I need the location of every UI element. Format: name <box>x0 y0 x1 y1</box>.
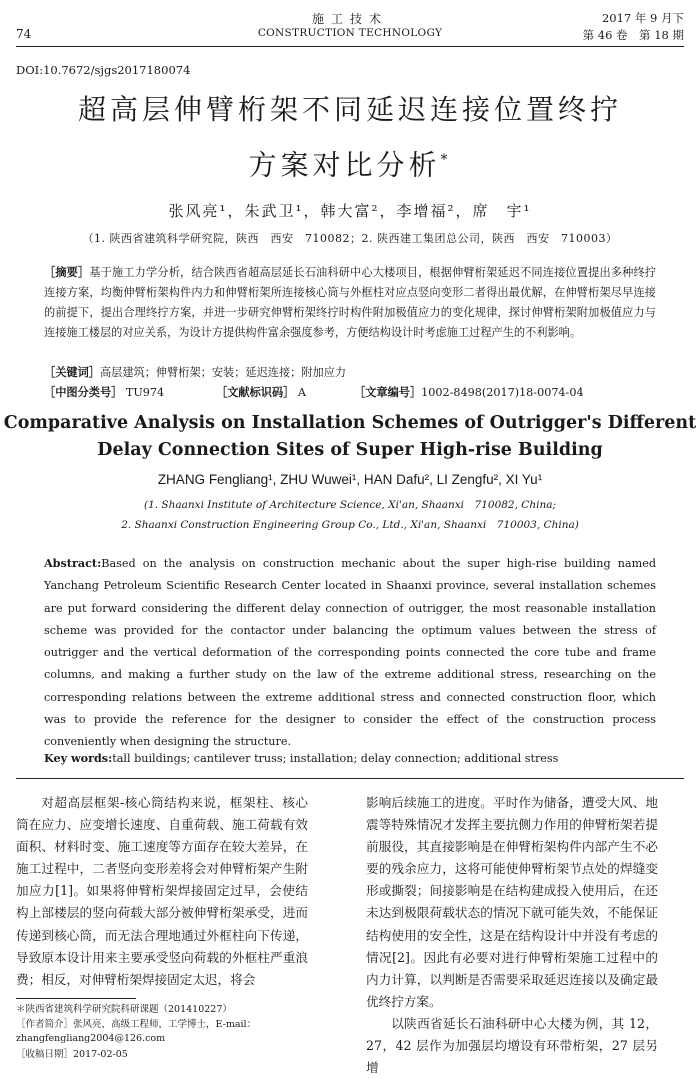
page-number: 74 <box>16 27 32 41</box>
footnote-author-text: 张风亮，高级工程师，工学博士，E-mail：zhangfengliang2004@126.com <box>16 1019 257 1044</box>
footnote-rule <box>16 998 136 999</box>
abstract-en <box>44 552 656 754</box>
class-value: TU974 <box>125 386 165 399</box>
affiliations-cn: （1. 陕西省建筑科学研究院，陕西 西安 710082；2. 陕西建工集团总公司，陕西 西安 710003） <box>82 232 618 245</box>
body-right-paragraph-1: 影响后续施工的进度。平时作为储备，遭受大风、地震等特殊情况才发挥主要抗侧力作用的伸臂桁架若提前服役，其直接影响是在伸臂桁架构件内部产生不必要的残余应力，这将可能使伸臂桁架节点处的焊缝变形或撕裂；间接影响是在结构建成投入使用后，在还未达到极限荷载状态的情况下就可能失效，不能保证结构使用的安全性，这是在结构设计中并没有考虑的情况[2]。因此有必要对进行伸臂桁架施工过程中的内力计算，以判断是否需要采取延迟连接以及确定最优终拧方案。 <box>366 795 658 1009</box>
authors-cn: 张风亮¹，朱武卫¹，韩大富²，李增福²，席 宇¹ <box>168 202 532 220</box>
abstract-cn-label: ［摘要］ <box>44 265 90 279</box>
affiliation-en-2: 2. Shaanxi Construction Engineering Group Co., Ltd., Xi'an, Shaanxi 710003, China) <box>121 519 579 531</box>
title-cn-line1: 超高层伸臂桁架不同延迟连接位置终拧 <box>77 93 622 126</box>
title-en-line1: Comparative Analysis on Installation Schemes of Outrigger's Different <box>3 413 697 433</box>
volume-issue: 第 46 卷 第 18 期 <box>582 28 684 42</box>
footnote-received-label: ［收稿日期］ <box>16 1049 74 1060</box>
keywords-en <box>44 751 656 765</box>
keywords-cn-label: ［关键词］ <box>44 365 100 379</box>
abstract-en-text: Based on the analysis on construction mechanic about the super high-rise building named Yanchang Petroleum Scientific Research Center located in Shaanxi province, several installation schemes are put forward considering the different delay connection of outrigger, the most reasonable installation scheme was provided for the contactor under balancing the optimum values between the stress of outrigger and the vertical deformation of the corresponding points connected the core tube and frame columns, and making a further study on the law of the extreme additional stress, researching on the corresponding relations between the extreme additional stress and connected construction floor, which was to provide the reference for the designer to consider the effect of the construction process conveniently when designing the structure. <box>44 557 656 749</box>
abstract-en-label: Abstract: <box>44 556 102 570</box>
article-label: ［文章编号］ <box>354 385 422 399</box>
abstract-cn <box>44 262 656 343</box>
article-value: 1002-8498(2017)18-0074-04 <box>421 386 584 399</box>
body-column-left <box>16 792 308 991</box>
article-number <box>354 384 584 400</box>
title-cn-line2-text: 方案对比分析 <box>248 148 441 182</box>
header-rule <box>16 46 684 47</box>
title-cn <box>0 88 700 187</box>
footnote-received <box>16 1048 308 1062</box>
document-code <box>216 384 306 400</box>
affiliation-en-1: (1. Shaanxi Institute of Architecture Science, Xi'an, Shaanxi 710082, China; <box>143 499 557 511</box>
keywords-cn <box>44 364 656 380</box>
footnote-received-date: 2017-02-05 <box>73 1049 128 1060</box>
journal-title-cn: 施工技术 <box>311 12 388 26</box>
abstract-divider <box>16 778 684 779</box>
authors-en: ZHANG Fengliang¹, ZHU Wuwei¹, HAN Dafu², LI Zengfu², XI Yu¹ <box>157 472 543 487</box>
title-en-line2: Delay Connection Sites of Super High-rise Building <box>97 440 603 460</box>
body-column-right <box>366 792 658 1079</box>
issue-date: 2017 年 9 月下 <box>601 11 684 25</box>
body-right-paragraph-2: 以陕西省延长石油科研中心大楼为例，其 12，27，42 层作为加强层均增设有环带桁架，27 层另增 <box>366 1015 658 1076</box>
title-cn-line2 <box>0 138 700 187</box>
keywords-en-text: tall buildings; cantilever truss; installation; delay connection; additional stress <box>112 752 559 765</box>
body-left-paragraph: 对超高层框架-核心筒结构来说，框架柱、核心筒在应力、应变增长速度、自重荷载、施工荷载有效面积、材料时变、施工速度等方面存在较大差异，在施工过程中，二者竖向变形差将会对伸臂桁架产生附加应力[1]。如果将伸臂桁架焊接固定过早，会使结构上部楼层的竖向荷载大部分被伸臂桁架承受，进而传递到核心筒，而无法合理地通过外框柱向下传递，导致原本设计用来主要承受竖向荷载的外框柱严重浪费；相反，对伸臂桁架焊接固定太迟，将会 <box>16 795 308 987</box>
footnote-fund: ＊陕西省建筑科学研究院科研课题（201410227） <box>16 1004 232 1015</box>
title-en <box>0 410 700 464</box>
title-footnote-mark: * <box>440 152 452 168</box>
keywords-en-label: Key words: <box>44 751 113 765</box>
keywords-cn-text: 高层建筑；伸臂桁架；安装；延迟连接；附加应力 <box>99 366 347 379</box>
journal-title-en: CONSTRUCTION TECHNOLOGY <box>257 27 443 39</box>
footnote-author <box>16 1018 308 1046</box>
abstract-cn-text: 基于施工力学分析，结合陕西省超高层延长石油科研中心大楼项目，根据伸臂桁架延迟不同连接位置提出多种终拧连接方案，均衡伸臂桁架构件内力和伸臂桁架所连接核心筒与外框柱对应点竖向变形二者得出最优解，在伸臂桁架尽早连接的前提下，提出合理终拧方案，并进一步研究伸臂桁架终拧时构件附加极值应力的变化规律，探讨伸臂桁架附加极值应力与连接施工楼层的对应关系，为设计方提供构件富余强度参考，方便结构设计时考虑施工过程产生的不利影响。 <box>44 266 656 339</box>
class-number <box>44 384 164 400</box>
doi: DOI:10.7672/sjgs2017180074 <box>16 63 191 77</box>
footnote-author-label: ［作者简介］ <box>16 1019 74 1030</box>
class-label: ［中图分类号］ <box>44 385 123 399</box>
doccode-label: ［文献标识码］ <box>216 385 295 399</box>
doccode-value: A <box>297 386 306 399</box>
